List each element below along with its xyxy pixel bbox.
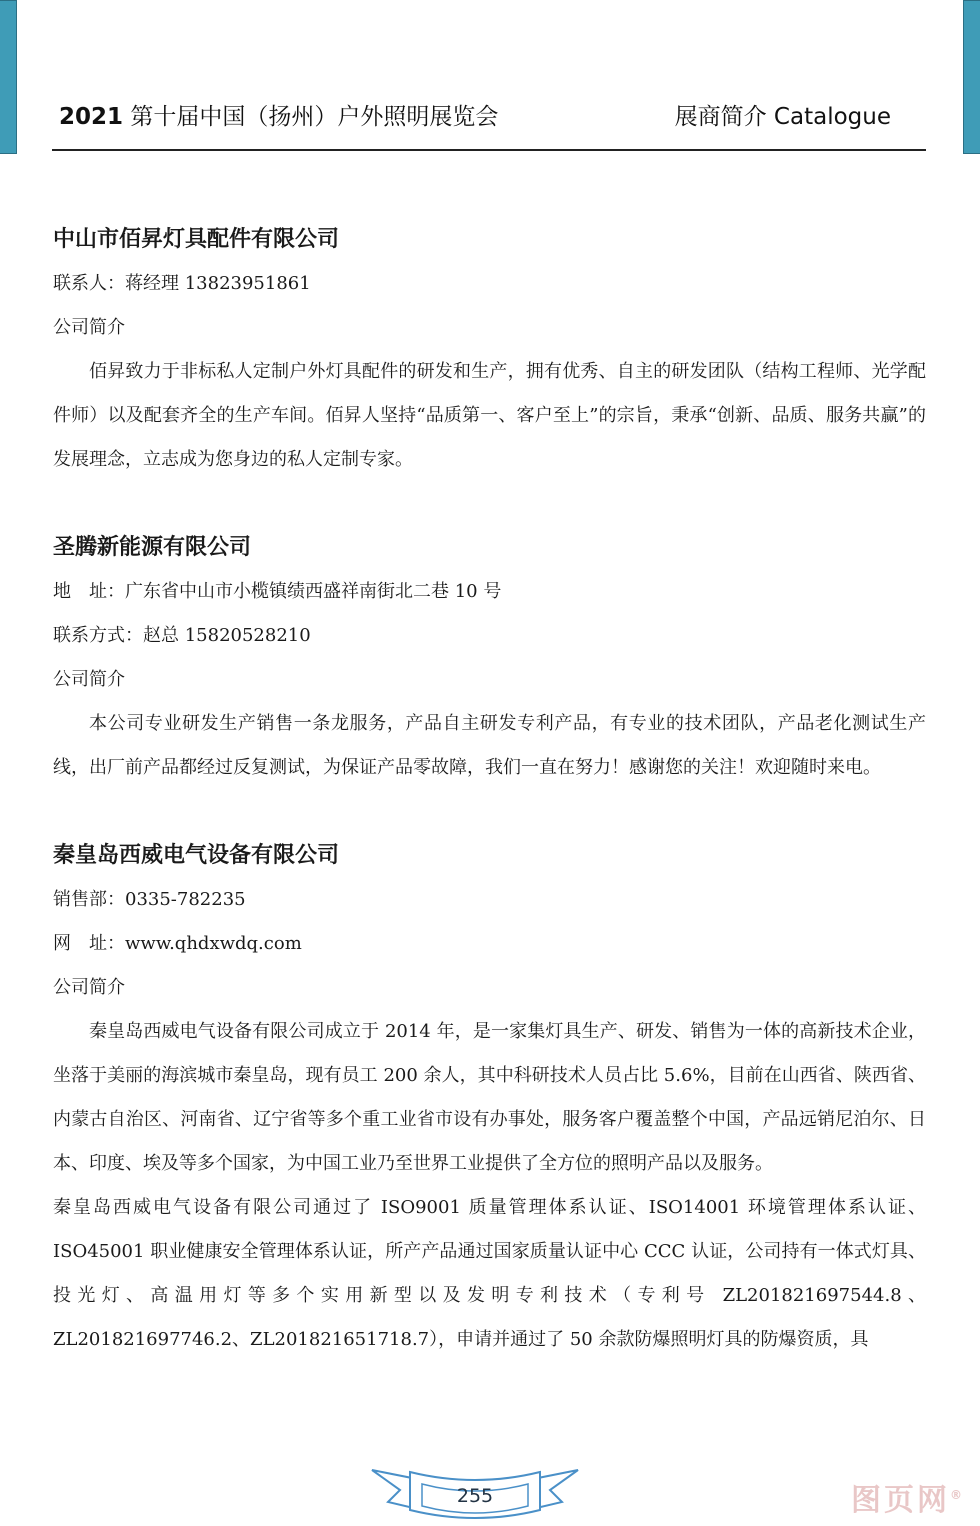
company-entry [53, 834, 926, 1362]
page-number-ribbon [370, 1462, 580, 1522]
intro-label: 公司简介 [53, 317, 125, 338]
intro-label: 公司简介 [53, 977, 125, 998]
header-event: 第十届中国（扬州）户外照明展览会 [123, 104, 499, 130]
right-edge-bar [963, 0, 980, 154]
company-name: 圣腾新能源有限公司 [53, 535, 252, 560]
header-divider [52, 149, 926, 151]
page-number: 255 [456, 1485, 494, 1507]
intro-label: 公司简介 [53, 669, 125, 690]
company-entry [53, 526, 926, 790]
page-header [55, 98, 925, 134]
contact-line: 联系人：蒋经理 13823951861 [53, 273, 311, 294]
certification-paragraph: 秦皇岛西威电气设备有限公司通过了 ISO9001 质量管理体系认证、ISO14001 环境管理体系认证、ISO45001 职业健康安全管理体系认证，所产产品通过国家质量认证中心 CCC 认证，公司持有一体式灯具、投光灯、高温用灯等多个实用新型以及发明专利技术（专利号 ZL201821697544.8、ZL201821697746.2、ZL201821651718.7），申请并通过了 50 余款防爆照明灯具的防爆资质，具 [53, 1197, 926, 1350]
registered-mark: ® [950, 1488, 962, 1502]
watermark-text: 图页网 [851, 1483, 950, 1518]
website-line: 网 址：www.qhdxwdq.com [53, 933, 302, 954]
header-catalogue: 展商简介 Catalogue [674, 104, 891, 130]
company-name: 秦皇岛西威电气设备有限公司 [53, 843, 340, 868]
address-line: 地 址：广东省中山市小榄镇绩西盛祥南街北二巷 10 号 [53, 581, 502, 602]
header-year: 2021 [59, 104, 124, 130]
intro-paragraph: 秦皇岛西威电气设备有限公司成立于 2014 年，是一家集灯具生产、研发、销售为一体的高新技术企业，坐落于美丽的海滨城市秦皇岛，现有员工 200 余人，其中科研技术人员占比 5.6%，目前在山西省、陕西省、内蒙古自治区、河南省、辽宁省等多个重工业省市设有办事处，服务客户覆盖整个中国，产品远销尼泊尔、日本、印度、埃及等多个国家，为中国工业乃至世界工业提供了全方位的照明产品以及服务。 [53, 1021, 926, 1174]
intro-paragraph: 佰昇致力于非标私人定制户外灯具配件的研发和生产，拥有优秀、自主的研发团队（结构工程师、光学配件师）以及配套齐全的生产车间。佰昇人坚持“品质第一、客户至上”的宗旨，秉承“创新、品质、服务共赢”的发展理念，立志成为您身边的私人定制专家。 [53, 361, 926, 470]
contact-line: 联系方式：赵总 15820528210 [53, 625, 311, 646]
watermark [851, 1475, 962, 1519]
page-content [53, 218, 926, 1362]
header-title [59, 98, 498, 131]
left-edge-bar [0, 0, 17, 154]
sales-line: 销售部：0335-782235 [53, 889, 246, 910]
intro-paragraph: 本公司专业研发生产销售一条龙服务，产品自主研发专利产品，有专业的技术团队，产品老化测试生产线，出厂前产品都经过反复测试，为保证产品零故障，我们一直在努力！感谢您的关注！欢迎随时来电。 [53, 713, 926, 778]
company-entry [53, 218, 926, 482]
company-name: 中山市佰昇灯具配件有限公司 [53, 227, 340, 252]
